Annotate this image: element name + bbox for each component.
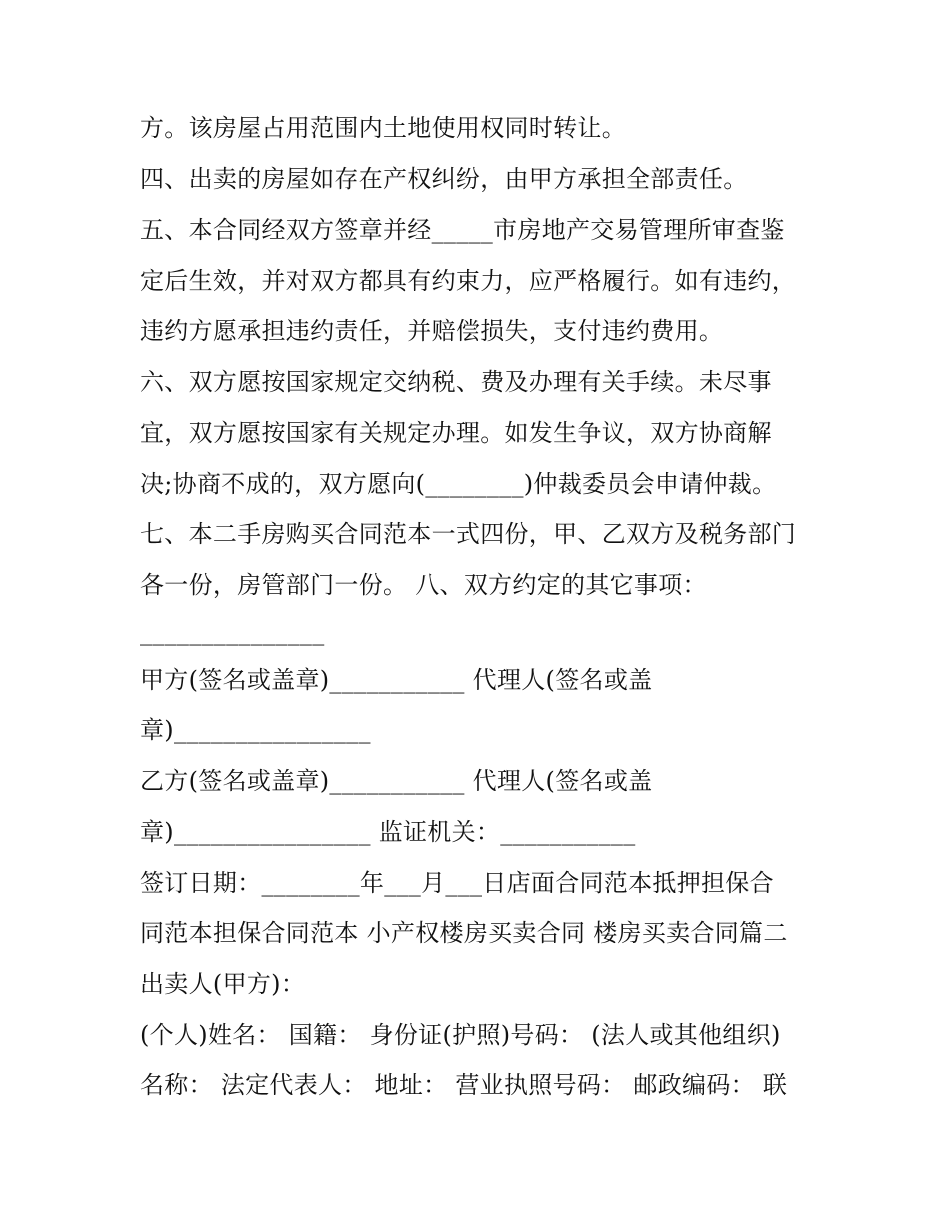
- text-line: 章)________________: [140, 716, 371, 744]
- text-line: 签订日期：________年___月___日店面合同范本抵押担保合: [140, 869, 774, 897]
- text-line: 乙方(签名或盖章)___________ 代理人(签名或盖: [140, 767, 653, 795]
- text-line: 四、出卖的房屋如存在产权纠纷，由甲方承担全部责任。: [140, 165, 748, 193]
- text-line: 名称： 法定代表人： 地址： 营业执照号码： 邮政编码： 联: [140, 1071, 788, 1099]
- text-line: 七、本二手房购买合同范本一式四份，甲、乙双方及税务部门: [140, 520, 797, 548]
- text-line: 同范本担保合同范本 小产权楼房买卖合同 楼房买卖合同篇二: [140, 919, 788, 947]
- text-line: 决;协商不成的，双方愿向(________)仲裁委员会申请仲裁。: [140, 470, 777, 498]
- text-line: 五、本合同经双方签章并经_____市房地产交易管理所审查鉴: [140, 216, 785, 244]
- text-line: 六、双方愿按国家规定交纳税、费及办理有关手续。未尽事: [140, 368, 772, 396]
- text-line: 甲方(签名或盖章)___________ 代理人(签名或盖: [140, 666, 653, 694]
- text-line: 宜，双方愿按国家有关规定办理。如发生争议，双方协商解: [140, 419, 772, 447]
- text-line: 定后生效，并对双方都具有约束力，应严格履行。如有违约，: [140, 267, 797, 295]
- text-line: 方。该房屋占用范围内土地使用权同时转让。: [140, 114, 626, 142]
- text-line: 各一份，房管部门一份。 八、双方约定的其它事项：: [140, 571, 707, 599]
- text-line: 违约方愿承担违约责任，并赔偿损失，支付违约费用。: [140, 317, 724, 345]
- text-line: _______________: [140, 618, 325, 646]
- text-line: 章)________________ 监证机关：___________: [140, 818, 636, 846]
- text-line: (个人)姓名： 国籍： 身份证(护照)号码： (法人或其他组织): [140, 1021, 781, 1049]
- text-line: 出卖人(甲方)：: [140, 970, 306, 998]
